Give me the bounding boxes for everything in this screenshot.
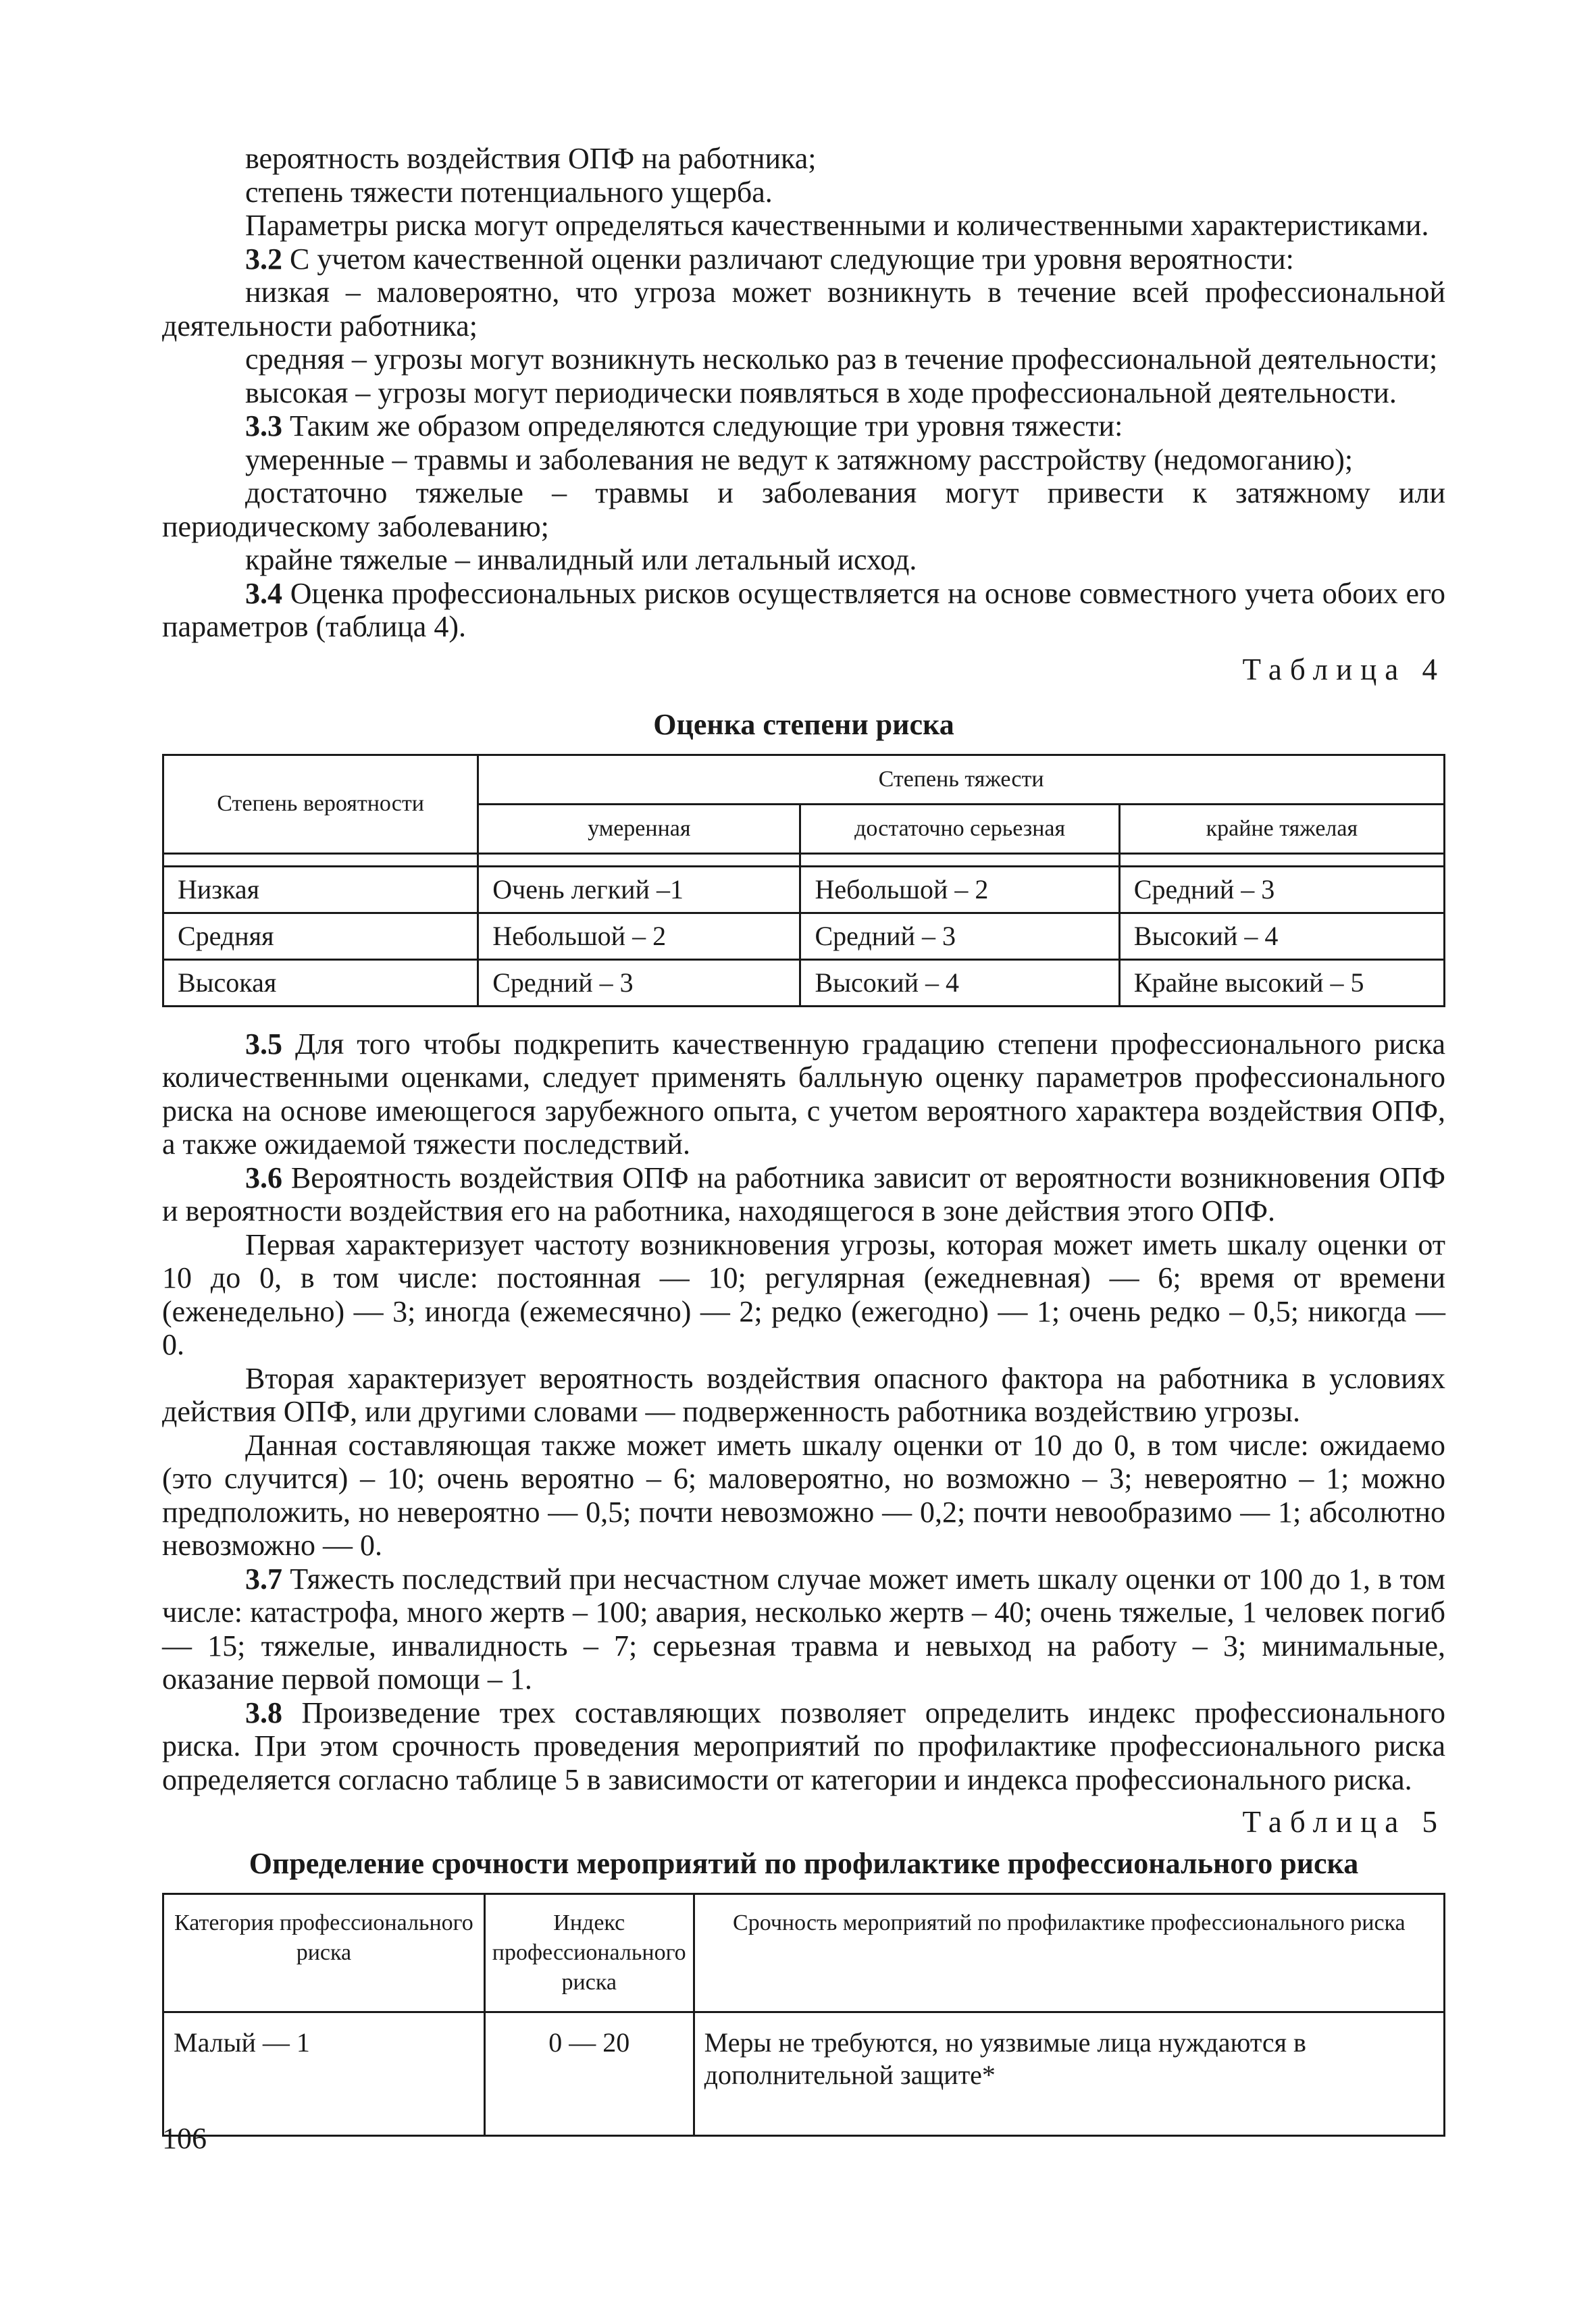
row-label: Высокая: [163, 959, 478, 1006]
category-cell: Малый — 1: [163, 2012, 485, 2136]
table-cell: Средний – 3: [1119, 866, 1444, 913]
urgency-table: [162, 1893, 1445, 2137]
paragraph: [162, 409, 1445, 443]
clause-number: 3.7: [245, 1562, 282, 1596]
paragraph-text: Оценка профессиональных рисков осуществляется на основе совместного учета обоих его параметров (таблица 4).: [162, 576, 1445, 643]
table4-title: Оценка степени риска: [653, 707, 954, 741]
paragraph-text: средняя – угрозы могут возникнуть несколько раз в течение профессиональной деятельности;: [245, 342, 1438, 376]
paragraph-text: Вторая характеризует вероятность воздействия опасного фактора на работника в условиях действия ОПФ, или другими словами — подверженность работника воздействию угрозы.: [162, 1361, 1445, 1428]
header-probability: Степень вероятности: [163, 755, 478, 853]
paragraph: [162, 1362, 1445, 1429]
paragraph: [162, 342, 1445, 376]
table-cell: Средний – 3: [478, 959, 800, 1006]
header-index: Индекс профессионального риска: [484, 1894, 694, 2012]
table-row: [163, 913, 1445, 959]
paragraphs-mid: [162, 1027, 1445, 1797]
paragraph-text: Параметры риска могут определяться качественными и количественными характеристиками.: [245, 209, 1429, 242]
table-row: [163, 866, 1445, 913]
paragraph: [162, 243, 1445, 276]
paragraph: [162, 476, 1445, 543]
paragraph-text: степень тяжести потенциального ущерба.: [245, 175, 773, 209]
clause-number: 3.3: [245, 409, 282, 442]
paragraph-text: Таким же образом определяются следующие три уровня тяжести:: [282, 409, 1123, 442]
paragraph: [162, 1429, 1445, 1562]
paragraph-text: умеренные – травмы и заболевания не ведут к затяжному расстройству (недомоганию);: [245, 442, 1354, 476]
clause-number: 3.2: [245, 242, 282, 276]
index-cell: 0 — 20: [484, 2012, 694, 2136]
urgency-cell: Меры не требуются, но уязвимые лица нуждаются в дополнительной защите*: [694, 2012, 1444, 2136]
paragraph-text: Произведение трех составляющих позволяет определить индекс профессионального риска. При этом срочность проведения мероприятий по профилактике профессионального риска определяется согласно таблице 5 в зависимости от категории и индекса профессионального риска.: [162, 1696, 1445, 1796]
paragraph: [162, 376, 1445, 410]
paragraph: [162, 276, 1445, 342]
header-severity: Степень тяжести: [478, 755, 1445, 804]
table-row: [163, 2012, 1445, 2136]
table-cell: Средний – 3: [800, 913, 1119, 959]
paragraphs-top: [162, 142, 1445, 644]
table5-title: Определение срочности мероприятий по профилактике профессионального риска: [249, 1847, 1359, 1880]
risk-degree-table: [162, 754, 1445, 1007]
paragraph: [162, 142, 1445, 176]
paragraph: [162, 577, 1445, 644]
paragraph: [162, 176, 1445, 209]
table-row: [163, 959, 1445, 1006]
paragraph-text: вероятность воздействия ОПФ на работника;: [245, 142, 817, 175]
paragraph-text: Данная составляющая также может иметь шкалу оценки от 10 до 0, в том числе: ожидаемо (это случится) – 10; очень вероятно – 6; маловероятно, но возможно – 3; невероятно – 1; можно предположить, но невероятно — 0,5; почти невозможно — 0,2; почти невообразимо — 1; абсолютно невозможно — 0.: [162, 1428, 1445, 1562]
clause-number: 3.6: [245, 1161, 282, 1194]
paragraph-text: Для того чтобы подкрепить качественную градацию степени профессионального риска количественными оценками, следует применять балльную оценку параметров профессионального риска на основе имеющегося зарубежного опыта, с учетом вероятного характера воздействия ОПФ, а также ожидаемой тяжести последствий.: [162, 1027, 1445, 1161]
paragraph-text: Тяжесть последствий при несчастном случае может иметь шкалу оценки от 100 до 1, в том числе: катастрофа, много жертв – 100; авария, несколько жертв – 40; очень тяжелые, 1 человек погиб — 15; тяжелые, инвалидность – 7; серьезная травма и невыход на работу – 3; минимальные, оказание первой помощи – 1.: [162, 1562, 1445, 1696]
table-cell: Высокий – 4: [1119, 913, 1444, 959]
paragraph: [162, 543, 1445, 577]
header-urgency: Срочность мероприятий по профилактике профессионального риска: [694, 1894, 1444, 2012]
header-category: Категория профессионального риска: [163, 1894, 485, 2012]
paragraph-text: достаточно тяжелые – травмы и заболевания могут привести к затяжному или периодическому заболеванию;: [162, 476, 1445, 543]
severity-level: умеренная: [478, 804, 800, 853]
paragraph: [162, 1228, 1445, 1362]
table-cell: Высокий – 4: [800, 959, 1119, 1006]
page-number: 106: [162, 2122, 207, 2155]
paragraph-text: низкая – маловероятно, что угроза может возникнуть в течение всей профессиональной деятельности работника;: [162, 276, 1445, 342]
table5-caption: Таблица 5: [1242, 1805, 1445, 1839]
severity-level: достаточно серьезная: [800, 804, 1119, 853]
clause-number: 3.5: [245, 1027, 282, 1061]
paragraph-text: Первая характеризует частоту возникновения угрозы, которая может иметь шкалу оценки от 10 до 0, в том числе: постоянная — 10; регулярная (ежедневная) — 6; время от времени (еженедельно) — 3; иногда (ежемесячно) — 2; редко (ежегодно) — 1; очень редко – 0,5; никогда — 0.: [162, 1227, 1445, 1361]
table-cell: Очень легкий –1: [478, 866, 800, 913]
paragraph: [162, 1696, 1445, 1797]
paragraph: [162, 209, 1445, 243]
paragraph: [162, 1161, 1445, 1228]
paragraph: [162, 443, 1445, 477]
table-cell: Небольшой – 2: [478, 913, 800, 959]
paragraph-text: крайне тяжелые – инвалидный или летальный исход.: [245, 543, 917, 576]
clause-number: 3.8: [245, 1696, 282, 1729]
row-label: Низкая: [163, 866, 478, 913]
paragraph-text: Вероятность воздействия ОПФ на работника зависит от вероятности возникновения ОПФ и вероятности воздействия его на работника, находящегося в зоне действия этого ОПФ.: [162, 1161, 1445, 1227]
table4-caption: Таблица 4: [1242, 652, 1445, 686]
table-spacer-row: [163, 853, 1445, 866]
table-cell: Крайне высокий – 5: [1119, 959, 1444, 1006]
paragraph-text: С учетом качественной оценки различают следующие три уровня вероятности:: [282, 242, 1294, 276]
paragraph: [162, 1562, 1445, 1696]
severity-level: крайне тяжелая: [1119, 804, 1444, 853]
paragraph-text: высокая – угрозы могут периодически появляться в ходе профессиональной деятельности.: [245, 376, 1397, 409]
table-cell: Небольшой – 2: [800, 866, 1119, 913]
clause-number: 3.4: [245, 576, 282, 610]
document-page: [162, 142, 1445, 2137]
paragraph: [162, 1027, 1445, 1161]
row-label: Средняя: [163, 913, 478, 959]
